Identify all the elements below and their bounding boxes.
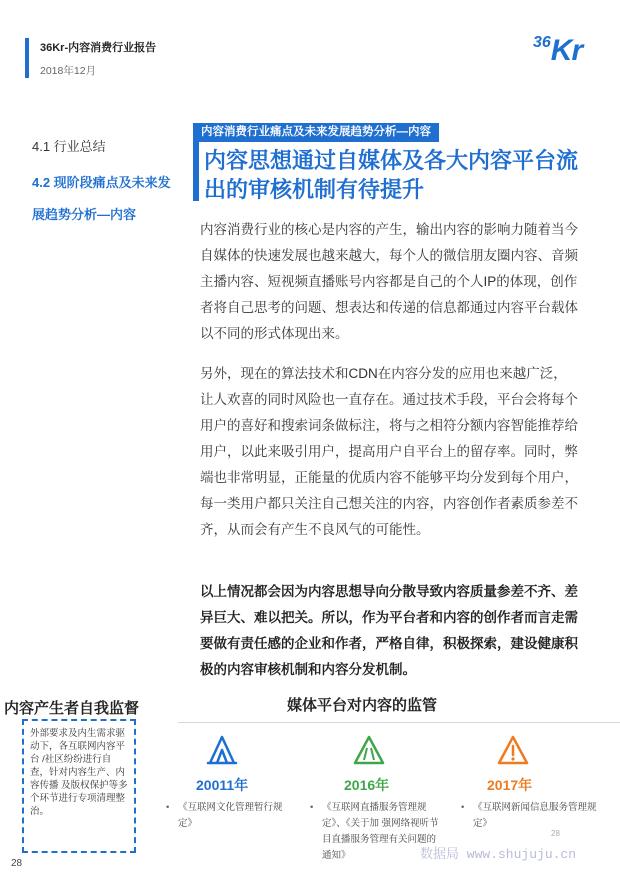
page-headline: 内容思想通过自媒体及各大内容平台流出的审核机制有待提升 [204,148,579,202]
warning-road-icon [353,734,385,766]
timeline-year-1: 20011年 [196,777,249,793]
toc-item-summary[interactable]: 4.1 行业总结 [32,139,106,154]
timeline-item-2: • 《互联网直播服务管理规定》、《关于加 强网络视听节目直播服务管理有关问题的通知》 [322,800,440,864]
page-number-faint: 28 [551,829,560,838]
logo-number: 36 [533,34,551,51]
platform-regulation-title: 媒体平台对内容的监管 [287,697,438,714]
watermark: 数据局 www.shujuju.cn [420,847,577,862]
self-regulation-text: 外部要求及内生需求驱动下，各互联网内容平台 /社区纷纷进行自查，针对内容生产、内容传播 及版权保护等多个环节进行专项清理整治。 [30,728,128,817]
logo-letters: Kr [550,34,583,67]
timeline-item-3: • 《互联网新闻信息服务管理规定》 [473,800,598,832]
tent-icon [206,734,238,766]
headline-accent-bar [193,141,199,201]
header-accent-bar [25,38,29,78]
body-paragraph-1: 内容消费行业的核心是内容的产生，输出内容的影响力随着当今自媒体的快速发展也越来越大，每个人的微信朋友圈内容、音频主播内容、短视频直播账号内容都是自己的个人IP的体现，创作者将自己思考的问题、想表达和传递的信息都通过内容平台载体以不同的形式体现出来。 [200,222,578,341]
report-date: 2018年12月 [40,65,97,77]
self-regulation-title: 内容产生者自我监督 [4,700,140,717]
page-number: 28 [11,858,23,869]
body-paragraph-2: 另外，现在的算法技术和CDN在内容分发的应用也来越广泛，让人欢喜的同时风险也一直存在。通过技术手段，平台会将每个用户的喜好和搜索词条做标注，将与之相符分额内容智能推荐给用户，以此来吸引用户，提高用户自平台上的留存率。同时，弊端也非常明显，正能量的优质内容不能够平均分发到每个用户，每一类用户都只关注自己想关注的内容，内容创作者素质参差不齐，从而会有产生不良风气的可能性。 [200,366,578,537]
body-paragraph-3: 以上情况都会因为内容思想导向分散导致内容质量参差不齐、差异巨大、难以把关。所以，作为平台者和内容的创作者而言走需要做有责任感的企业和作者，严格自律，积极探索，建设健康积极的内容审核机制和内容分发机制。 [200,584,578,677]
report-title: 36Kr-内容消费行业报告 [40,42,157,54]
timeline-year-3: 2017年 [487,777,533,793]
timeline-year-2: 2016年 [344,777,390,793]
36kr-logo [533,34,582,68]
toc-item-current[interactable]: 4.2 现阶段痛点及未来发展趋势分析—内容 [32,175,171,222]
warning-triangle-icon [497,734,529,766]
self-regulation-box [22,719,136,853]
section-tag: 内容消费行业痛点及未来发展趋势分析—内容 [193,123,439,142]
divider [178,722,620,723]
timeline-item-1: • 《互联网文化管理暂行规定》 [178,800,288,832]
